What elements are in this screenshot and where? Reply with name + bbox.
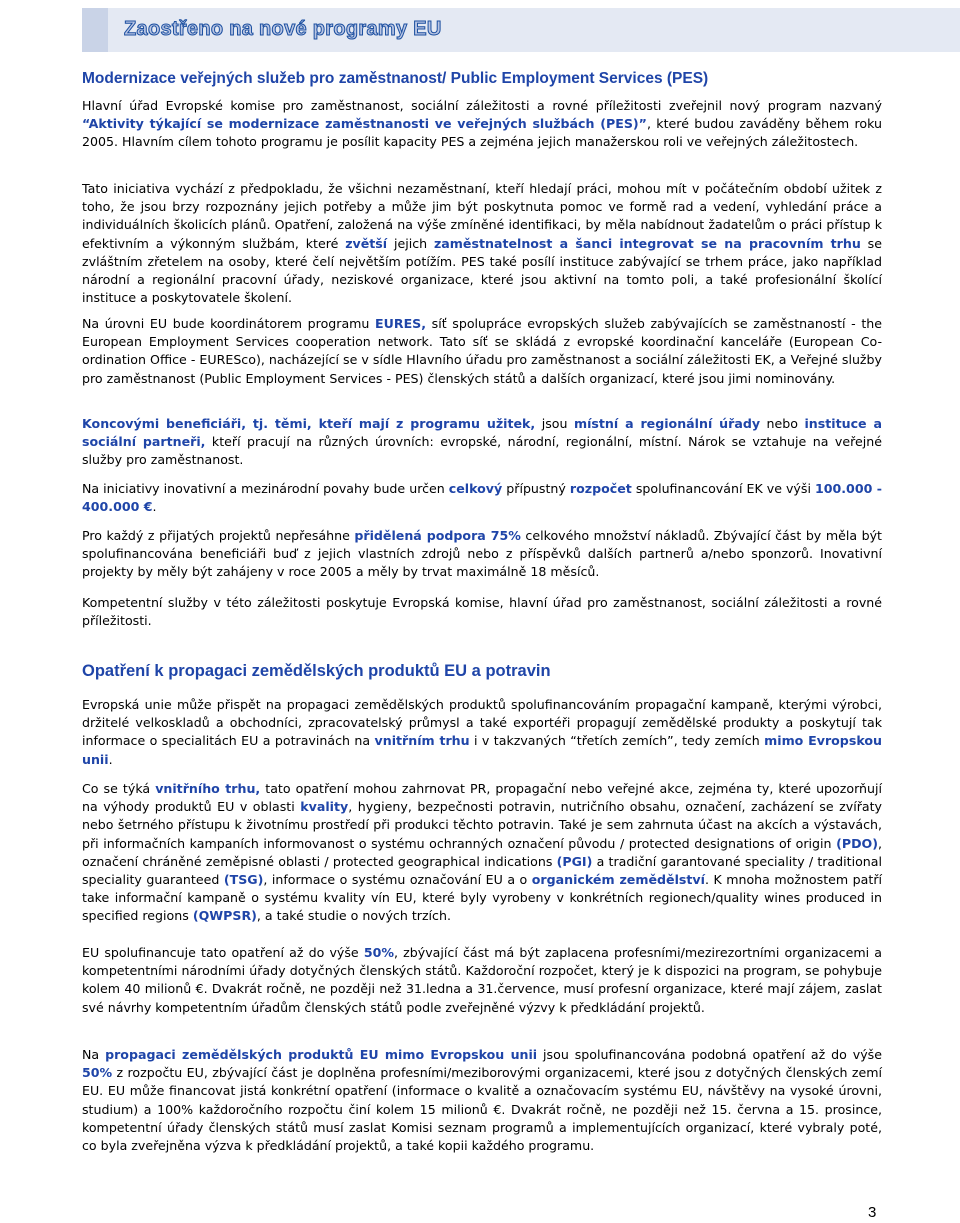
emphasis-text: celkový (448, 481, 503, 496)
emphasis-text: rozpočet (569, 481, 632, 496)
emphasis-text: instituce a sociální partneři, (82, 416, 882, 450)
text-run: Co se týká (82, 781, 156, 796)
text-run: Tato iniciativa vychází z předpokladu, že všichni nezaměstnaní, kteří hledají práci, mohou mít v počátečním období užitek z toho, že jsou brzy rozpoznány jejich potřeby a může jim být poskytnuta pomoc ve formě rad a vedení, vyhledání práce a individuálních školicích plánů. Opatření, založená na výše zmíněné identifikaci, by měla nabídnout žadatelům o práci přístup k efektivním a výkonným službám, které (82, 181, 882, 251)
banner-accent-square (82, 8, 108, 52)
text-run: jsou spolufinancována podobná opatření až do výše (537, 1047, 882, 1062)
paragraph (82, 180, 882, 307)
emphasis-text: (PDO) (836, 835, 878, 851)
emphasis-text: Koncovými beneficiáři, tj. těmi, kteří mají z programu užitek, (82, 416, 536, 431)
page-number: 3 (868, 1204, 877, 1221)
text-run: Na (82, 1047, 106, 1062)
text-run: tato opatření mohou zahrnovat PR, propagační nebo veřejné akce, zejména ty, které upozorňují na výhody produktů EU v oblasti (82, 781, 882, 815)
emphasis-text: 100.000 - 400.000 € (82, 481, 882, 515)
text-run: síť spolupráce evropských služeb zabývajících se zaměstnaností - the European Employment Services cooperation network. Tato síť se skládá z evropské koordinační kanceláře (European Co-ordination Office - EURESco), nacházející se v sídle Hlavního úřadu pro zaměstnanost a sociální záležitosti EK, a Veřejné služby pro zaměstnanost (Public Employment Services - PES) členských států a dalších organizací, které jsou jimi nominovány. (82, 316, 882, 386)
emphasis-text: EURES, (375, 316, 427, 331)
emphasis-text: vnitřního trhu, (155, 781, 261, 796)
paragraph (82, 527, 882, 582)
section-title-pes: Modernizace veřejných služeb pro zaměstnanost/ Public Employment Services (PES) (82, 70, 709, 87)
text-run: . (152, 499, 157, 515)
text-run: z rozpočtu EU, zbývající část je doplněna profesními/meziborovými organizacemi, které jsou z dotyčných členských zemí EU. EU může financovat jistá konkrétní opatření (informace o kvalitě a označovacím systému EU, návštěvy na vysoké úrovni, studium) a 100% každoročního rozpočtu činí kolem 15 milionů €. Dvakrát ročně, ne později než 15. června a 15. prosince, kompetentní úřady členských států musí zaslat Komisi seznam programů a implementujících organizací, které vybraly poté, co byla zveřejněna výzva k předkládání projektů, a také kopii každého programu. (82, 1065, 882, 1154)
paragraph (82, 415, 882, 470)
emphasis-text: vnitřním trhu (374, 733, 470, 749)
emphasis-text: kvality (300, 799, 349, 815)
text-run: kteří pracují na různých úrovních: evropské, národní, regionální, místní. Nárok se vztahuje na veřejné služby pro zaměstnanost. (82, 434, 883, 468)
text-run: jejich (387, 235, 434, 251)
text-run: . K mnoha možnostem patří take informační kampaně o systému kvality vín EU, které byly vyrobeny v konkrétních regionech/quality wines produced in specified regions (82, 872, 882, 924)
text-run: , zbývající část má být zaplacena profesními/mezirezortními organizacemi a kompetentními národními úřady dotyčných členských států. Každoroční rozpočet, který je k dispozici na program, se pohybuje kolem 40 milionů €. Dvakrát ročně, ne později než 31.ledna a 31.července, musí profesní organizace, které mají zájem, zaslat své návrhy kompetentním úřadům členských států podle zveřejněné výzvy k předkládání projektů. (82, 945, 882, 1015)
text-run: Hlavní úřad Evropské komise pro zaměstnanost, sociální záležitosti a rovné příležitosti zveřejnil nový program nazvaný (82, 98, 882, 113)
text-run: nebo (760, 416, 805, 431)
paragraph (82, 696, 882, 769)
text-run: . (108, 751, 113, 767)
text-run: přípustný (502, 481, 570, 496)
emphasis-text: “Aktivity týkající se modernizace zaměstnanosti ve veřejných službách (PES)” (82, 116, 647, 132)
emphasis-text: přidělená podpora 75% (354, 528, 521, 543)
paragraph (82, 594, 882, 630)
text-run: , označení chráněné zeměpisné oblasti / protected geographical indications (82, 835, 882, 869)
paragraph (82, 944, 882, 1017)
paragraph (82, 97, 882, 152)
paragraph (82, 1046, 882, 1155)
text-run: , hygieny, bezpečnosti potravin, nutričního obsahu, označení, zacházení se zvířaty nebo šetrného přístupu k životnímu prostředí při produkci těchto potravin. Také je sem zahrnuta účast na akcích a výstavách, při informačních kampaních informovanost o systému ochranných označení původu / protected designations of origin (82, 799, 882, 851)
text-run: spolufinancování EK ve výši (631, 481, 815, 496)
text-run: , které budou zaváděny během roku 2005. Hlavním cílem tohoto programu je posílit kapacity PES a zejména jejich manažerskou roli ve veřejných záležitostech. (82, 116, 882, 150)
emphasis-text: (QWPSR) (192, 908, 257, 924)
emphasis-text: (PGI) (556, 853, 593, 869)
text-run: a tradiční garantované speciality / traditional speciality guaranteed (82, 853, 882, 888)
section-title-agri: Opatření k propagaci zemědělských produktů EU a potravin (82, 662, 551, 680)
text-run: , a také studie o nových trzích. (256, 908, 451, 924)
text-run: jsou (535, 416, 574, 431)
paragraph (82, 480, 882, 516)
text-run: Kompetentní služby v této záležitosti poskytuje Evropská komise, hlavní úřad pro zaměstnanost, sociální záležitosti a rovné příležitosti. (82, 595, 882, 629)
emphasis-text: místní a regionální úřady (573, 416, 761, 431)
emphasis-text: zaměstnatelnost a šanci integrovat se na pracovním trhu (433, 235, 861, 251)
paragraph (82, 315, 882, 388)
emphasis-text: mimo Evropskou unii (82, 733, 882, 767)
emphasis-text: zvětší (345, 235, 388, 251)
text-run: Evropská unie může přispět na propagaci zemědělských produktů spolufinancováním propagační kampaně, kterými výrobci, držitelé velkoskladů a obchodníci, zpracovatelský průmysl a také exportéři propagují zemědělské produkty a poskytují tak informace o specialitách EU a potravinách na (82, 697, 882, 749)
emphasis-text: organickém zemědělství (531, 872, 705, 888)
emphasis-text: propagaci zemědělských produktů EU mimo Evropskou unii (105, 1047, 538, 1062)
text-run: Pro každý z přijatých projektů nepřesáhne (82, 528, 355, 543)
emphasis-text: 50% (82, 1065, 113, 1081)
banner-title: Zaostřeno na nové programy EU (124, 18, 442, 40)
text-run: se zvláštním zřetelem na osoby, které čelí největším potížím. PES také posílí instituce zabývající se trhem práce, jako například národní a regionální pracovní úřady, neziskové organizace, které jsou aktivní na tomto poli, a také profesionální školící instituce a poskytovatele školení. (82, 235, 882, 306)
emphasis-text: (TSG) (223, 872, 264, 888)
text-run: Na úrovni EU bude koordinátorem programu (82, 316, 376, 331)
text-run: EU spolufinancuje tato opatření až do výše (82, 945, 364, 960)
text-run: celkového množství nákladů. Zbývající část by měla být spolufinancována beneficiáři buď z jejich vlastních zdrojů nebo z příspěvků dalších partnerů a/nebo sponzorů. Inovativní projekty by měly být zahájeny v roce 2005 a měly by trvat maximálně 18 měsíců. (82, 528, 882, 580)
text-run: i v takzvaných “třetích zemích”, tedy zemích (469, 733, 765, 749)
text-run: , informace o systému označování EU a o (263, 872, 532, 888)
text-run: Na iniciativy inovativní a mezinárodní povahy bude určen (82, 481, 449, 496)
emphasis-text: 50% (363, 945, 394, 960)
paragraph (82, 780, 882, 926)
